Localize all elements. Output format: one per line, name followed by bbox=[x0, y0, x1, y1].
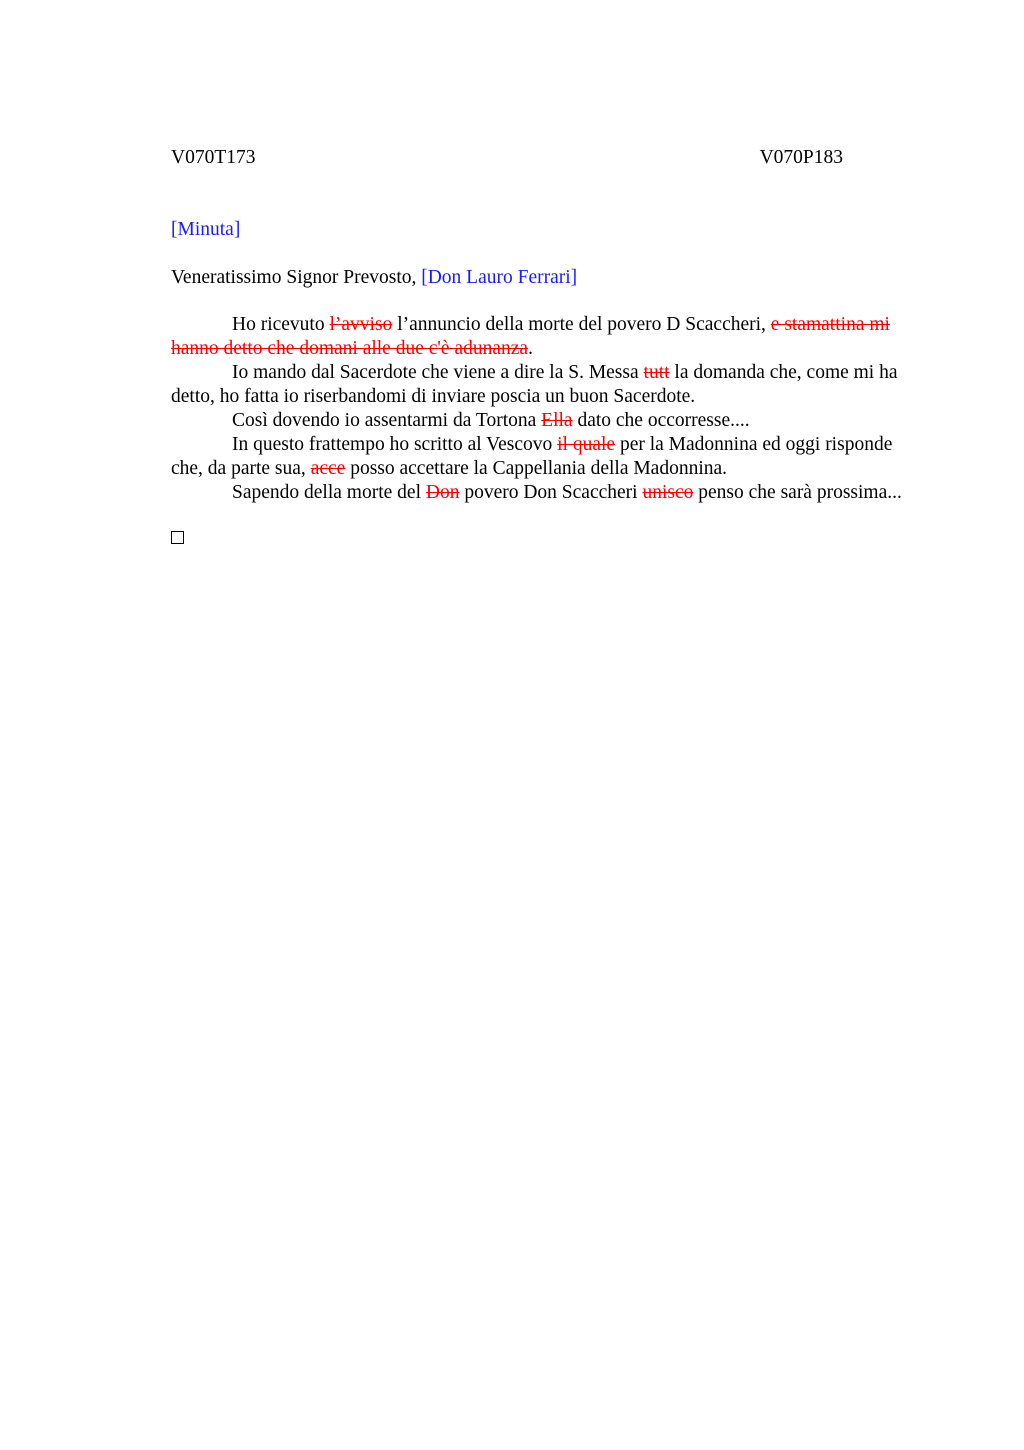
paragraph-text: penso che sarà prossima... bbox=[693, 482, 902, 503]
document-page bbox=[171, 145, 913, 544]
salutation-text: Veneratissimo Signor Prevosto, bbox=[171, 267, 422, 288]
paragraph-1 bbox=[171, 313, 913, 361]
salutation-line bbox=[171, 265, 913, 291]
paragraph-text: posso accettare la Cappellania della Madonnina. bbox=[345, 458, 728, 479]
paragraph-5 bbox=[171, 481, 913, 505]
document-code-left: V070T173 bbox=[171, 147, 256, 168]
end-box-icon bbox=[171, 531, 184, 544]
deleted-text: Ella bbox=[541, 410, 573, 431]
deleted-text: e stamattina mi hanno detto che domani alle due c'è adunanza bbox=[171, 314, 890, 359]
paragraph-text: In questo frattempo ho scritto al Vescovo bbox=[232, 434, 558, 455]
paragraph-text: la domanda che, come mi ha detto, ho fatta io riserbandomi di inviare poscia un buon Sacerdote. bbox=[171, 362, 898, 407]
recipient-annotation: [Don Lauro Ferrari] bbox=[421, 267, 578, 288]
paragraph-text: per la Madonnina ed oggi risponde che, da parte sua, bbox=[171, 434, 893, 479]
paragraph-text: Io mando dal Sacerdote che viene a dire la S. Messa bbox=[232, 362, 644, 383]
paragraph-text: povero Don Scaccheri bbox=[459, 482, 643, 503]
document-code-right: V070P183 bbox=[759, 147, 843, 168]
document-header bbox=[171, 145, 913, 171]
paragraph-text: . bbox=[528, 338, 533, 359]
deleted-text: unisco bbox=[642, 482, 694, 503]
paragraph-text: l’annuncio della morte del povero D Scaccheri, bbox=[392, 314, 771, 335]
paragraph-text: dato che occorresse.... bbox=[572, 410, 750, 431]
deleted-text: il quale bbox=[557, 434, 616, 455]
deleted-text: l’avviso bbox=[329, 314, 393, 335]
paragraph-2 bbox=[171, 361, 913, 409]
paragraph-text: Ho ricevuto bbox=[232, 314, 330, 335]
deleted-text: acce bbox=[310, 458, 346, 479]
paragraph-4 bbox=[171, 433, 913, 481]
deleted-text: tutt bbox=[643, 362, 670, 383]
letter-body bbox=[171, 313, 913, 505]
paragraph-text: Sapendo della morte del bbox=[232, 482, 426, 503]
paragraph-text: Così dovendo io assentarmi da Tortona bbox=[232, 410, 542, 431]
deleted-text: Don bbox=[425, 482, 460, 503]
minuta-annotation: [Minuta] bbox=[171, 219, 241, 240]
paragraph-3 bbox=[171, 409, 913, 433]
